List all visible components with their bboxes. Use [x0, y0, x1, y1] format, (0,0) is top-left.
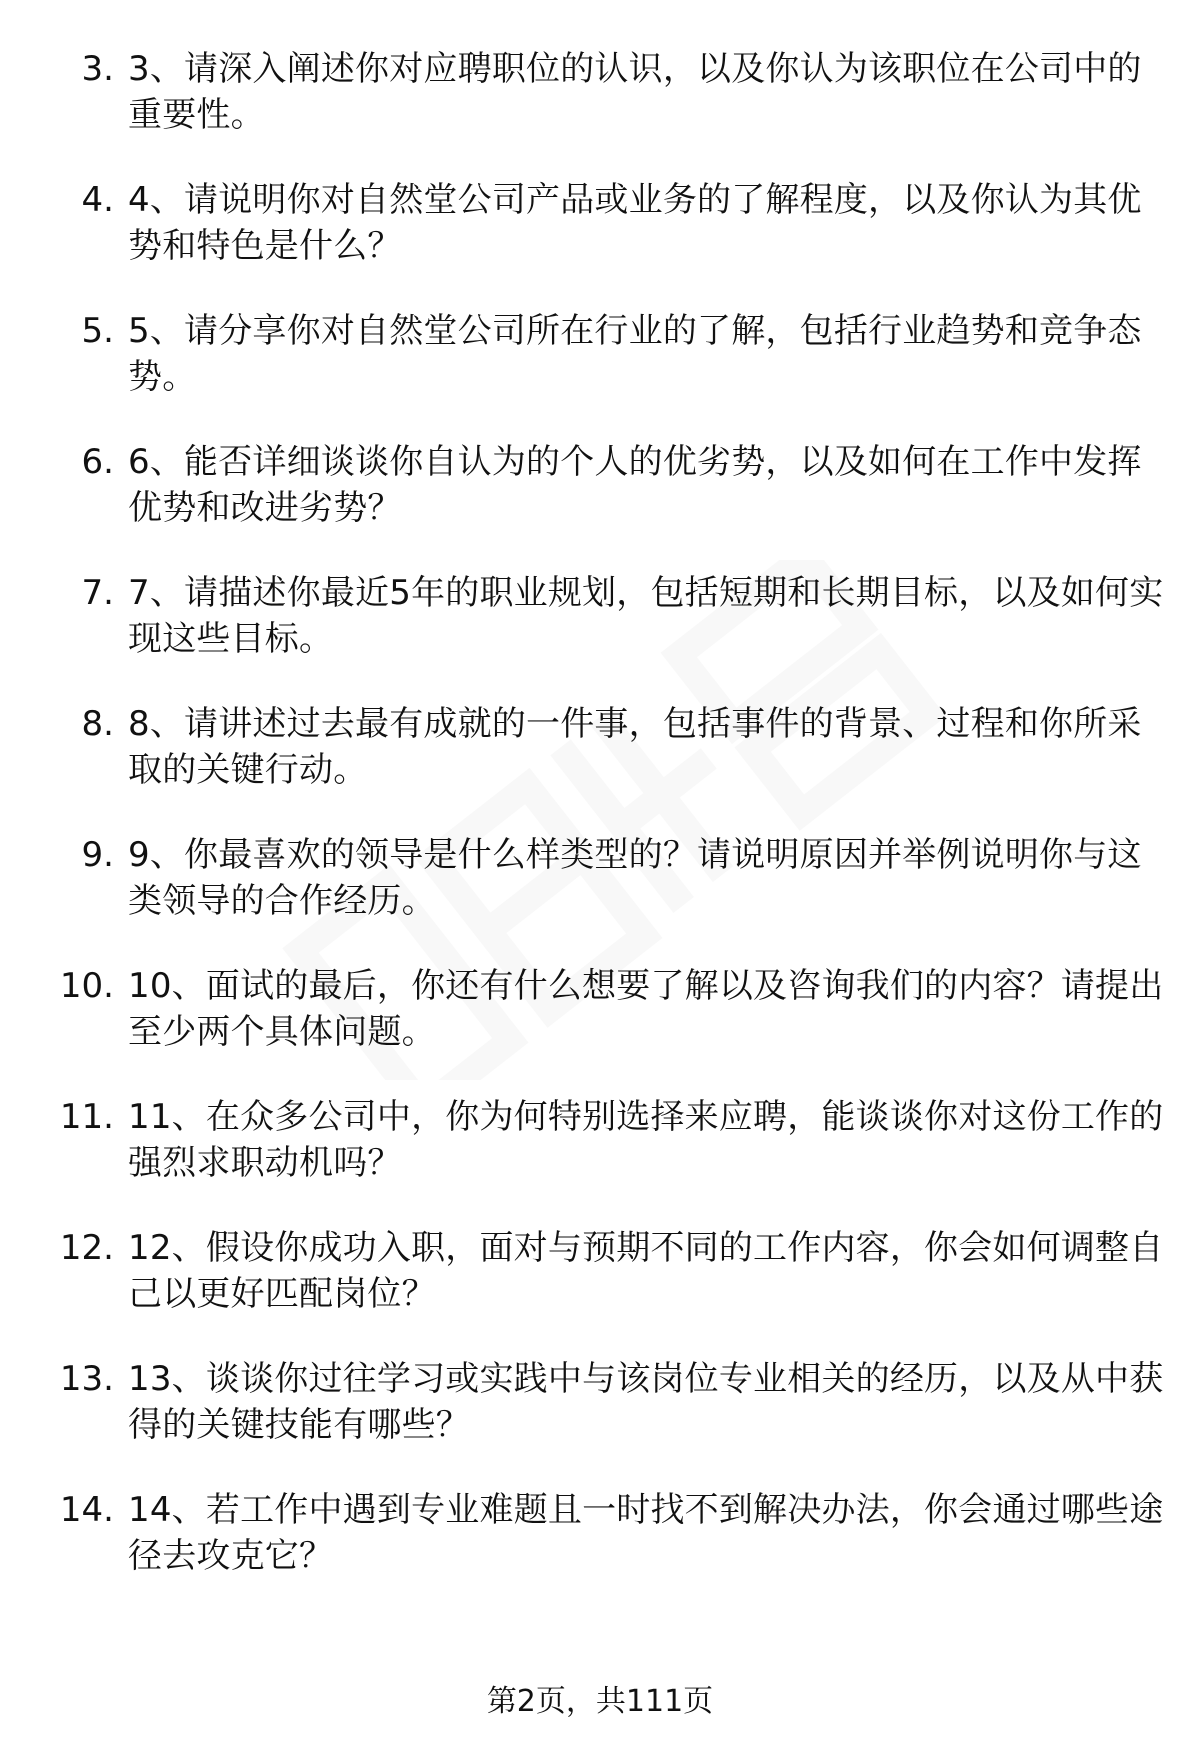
list-item [0, 683, 1200, 814]
question-text: 5、请分享你对自然堂公司所在行业的了解，包括行业趋势和竞争态势。 [128, 311, 1142, 397]
list-number: 12. [59, 1228, 114, 1268]
question-text: 14、若工作中遇到专业难题且一时找不到解决办法，你会通过哪些途径去攻克它？ [128, 1490, 1164, 1576]
list-number: 4. [81, 180, 114, 220]
question-text: 11、在众多公司中，你为何特别选择来应聘，能谈谈你对这份工作的强烈求职动机吗？ [128, 1097, 1164, 1183]
question-text: 8、请讲述过去最有成就的一件事，包括事件的背景、过程和你所采取的关键行动。 [128, 704, 1142, 790]
list-number: 9. [81, 835, 114, 875]
question-text: 3、请深入阐述你对应聘职位的认识，以及你认为该职位在公司中的重要性。 [128, 49, 1142, 135]
list-number: 10. [59, 966, 114, 1006]
question-text: 10、面试的最后，你还有什么想要了解以及咨询我们的内容？请提出至少两个具体问题。 [128, 966, 1164, 1052]
list-item [0, 1338, 1200, 1469]
list-item [0, 28, 1200, 159]
list-number: 3. [81, 49, 114, 89]
list-item [0, 945, 1200, 1076]
question-list [0, 28, 1200, 1600]
list-number: 13. [59, 1359, 114, 1399]
question-text: 6、能否详细谈谈你自认为的个人的优劣势，以及如何在工作中发挥优势和改进劣势？ [128, 442, 1142, 528]
list-item [0, 1076, 1200, 1207]
list-item [0, 421, 1200, 552]
question-text: 4、请说明你对自然堂公司产品或业务的了解程度，以及你认为其优势和特色是什么？ [128, 180, 1142, 266]
list-number: 6. [81, 442, 114, 482]
list-number: 14. [59, 1490, 114, 1530]
question-text: 9、你最喜欢的领导是什么样类型的？请说明原因并举例说明你与这类领导的合作经历。 [128, 835, 1142, 921]
page-number-footer: 第2页，共111页 [486, 1684, 714, 1719]
list-item [0, 1469, 1200, 1600]
list-number: 7. [81, 573, 114, 613]
list-number: 8. [81, 704, 114, 744]
list-item [0, 814, 1200, 945]
list-number: 11. [59, 1097, 114, 1137]
list-number: 5. [81, 311, 114, 351]
list-item [0, 552, 1200, 683]
question-text: 12、假设你成功入职，面对与预期不同的工作内容，你会如何调整自己以更好匹配岗位？ [128, 1228, 1164, 1314]
list-item [0, 290, 1200, 421]
list-item [0, 1207, 1200, 1338]
question-text: 7、请描述你最近5年的职业规划，包括短期和长期目标，以及如何实现这些目标。 [128, 573, 1164, 659]
list-item [0, 159, 1200, 290]
question-text: 13、谈谈你过往学习或实践中与该岗位专业相关的经历，以及从中获得的关键技能有哪些？ [128, 1359, 1164, 1445]
